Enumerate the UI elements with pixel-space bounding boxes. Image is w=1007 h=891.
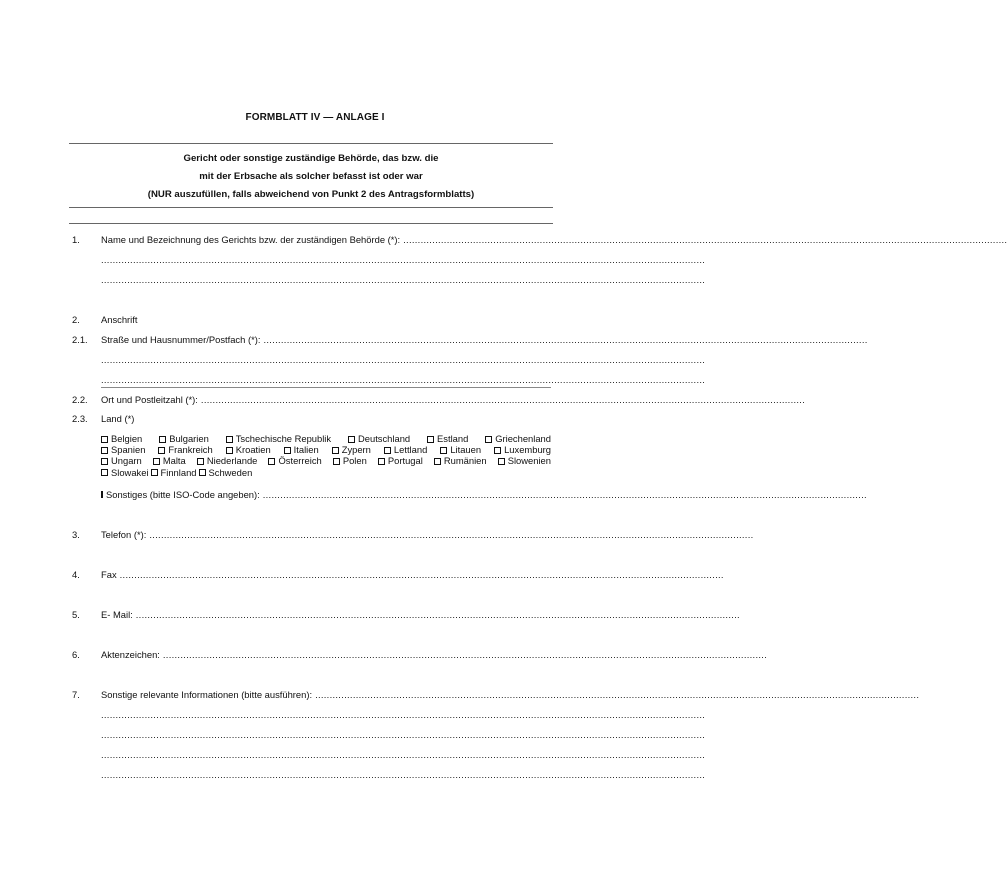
section-number-1: 1.: [72, 234, 80, 245]
checkbox-icon[interactable]: [151, 469, 158, 476]
country-line-1: [101, 433, 551, 444]
country-line-4: [101, 467, 551, 478]
checkbox-icon[interactable]: [332, 447, 339, 454]
other-country-input-line[interactable]: ................................................................................................................................................................................................................: [262, 489, 867, 500]
name-input-line-2[interactable]: ................................................................................................................................................................................................................: [101, 254, 706, 265]
country-option[interactable]: Litauen: [440, 444, 481, 455]
section-number-3: 3.: [72, 529, 80, 540]
checkbox-icon[interactable]: [101, 491, 103, 498]
other-info-input-line[interactable]: ................................................................................................................................................................................................................: [315, 689, 920, 700]
section-number-7: 7.: [72, 689, 80, 700]
country-option[interactable]: Lettland: [384, 444, 427, 455]
checkbox-icon[interactable]: [199, 469, 206, 476]
checkbox-icon[interactable]: [158, 447, 165, 454]
country-option[interactable]: Estland: [427, 433, 468, 444]
form-title: FORMBLATT IV — ANLAGE I: [245, 112, 385, 123]
checkbox-icon[interactable]: [101, 447, 108, 454]
checkbox-icon[interactable]: [348, 436, 355, 443]
country-option[interactable]: Luxemburg: [494, 444, 551, 455]
country-option[interactable]: Rumänien: [434, 455, 487, 466]
other-info-input-line-5[interactable]: ................................................................................................................................................................................................................: [101, 769, 706, 780]
section-number-5: 5.: [72, 609, 80, 620]
header-line-1: Gericht oder sonstige zuständige Behörde, das bzw. die: [183, 153, 439, 164]
checkbox-icon[interactable]: [268, 458, 275, 465]
country-option[interactable]: Bulgarien: [159, 433, 209, 444]
other-info-input-line-2[interactable]: ................................................................................................................................................................................................................: [101, 709, 706, 720]
country-label: Land (*): [101, 413, 135, 424]
city-input-line[interactable]: ................................................................................................................................................................................................................: [200, 394, 806, 405]
section-number-4: 4.: [72, 569, 80, 580]
section-number-2-1: 2.1.: [72, 334, 88, 345]
checkbox-icon[interactable]: [101, 458, 108, 465]
checkbox-icon[interactable]: [284, 447, 291, 454]
other-info-input-line-4[interactable]: ................................................................................................................................................................................................................: [101, 749, 706, 760]
country-option[interactable]: Ungarn: [101, 455, 142, 466]
header-line-2: mit der Erbsache als solcher befasst ist oder war: [199, 171, 423, 182]
address-heading: Anschrift: [101, 314, 138, 325]
country-option[interactable]: Griechenland: [485, 433, 551, 444]
other-info-input-line-3[interactable]: ................................................................................................................................................................................................................: [101, 729, 706, 740]
section-number-2: 2.: [72, 314, 80, 325]
country-option[interactable]: Slowenien: [498, 455, 551, 466]
section-number-2-3: 2.3.: [72, 413, 88, 424]
fax-input-line[interactable]: ................................................................................................................................................................................................................: [119, 569, 724, 580]
reference-label: Aktenzeichen:: [101, 649, 160, 660]
city-field[interactable]: [101, 394, 806, 405]
country-option[interactable]: Deutschland: [348, 433, 410, 444]
name-input-line-3[interactable]: ................................................................................................................................................................................................................: [101, 274, 706, 285]
checkbox-icon[interactable]: [434, 458, 441, 465]
email-input-line[interactable]: ................................................................................................................................................................................................................: [135, 609, 740, 620]
name-label: Name und Bezeichnung des Gerichts bzw. der zuständigen Behörde (*):: [101, 234, 401, 245]
name-field[interactable]: [101, 234, 1007, 245]
country-line-3: [101, 455, 551, 466]
section-number-6: 6.: [72, 649, 80, 660]
checkbox-icon[interactable]: [226, 436, 233, 443]
country-option[interactable]: Slowakei: [101, 467, 149, 478]
checkbox-icon[interactable]: [440, 447, 447, 454]
city-label: Ort und Postleitzahl (*):: [101, 394, 198, 405]
country-line-2: [101, 444, 551, 455]
email-label: E- Mail:: [101, 609, 133, 620]
checkbox-icon[interactable]: [498, 458, 505, 465]
street-input-line[interactable]: ................................................................................................................................................................................................................: [263, 334, 868, 345]
name-input-line[interactable]: ................................................................................................................................................................................................................: [403, 234, 1007, 245]
other-country-label: Sonstiges (bitte ISO-Code angeben):: [106, 489, 260, 500]
street-field[interactable]: [101, 334, 868, 345]
country-option[interactable]: Finnland: [151, 467, 197, 478]
phone-label: Telefon (*):: [101, 529, 147, 540]
checkbox-icon[interactable]: [101, 469, 108, 476]
reference-input-line[interactable]: ................................................................................................................................................................................................................: [162, 649, 768, 660]
street-label: Straße und Hausnummer/Postfach (*):: [101, 334, 261, 345]
checkbox-icon[interactable]: [384, 447, 391, 454]
country-checkbox-group: [101, 433, 551, 478]
country-option[interactable]: Belgien: [101, 433, 142, 444]
checkbox-icon[interactable]: [485, 436, 492, 443]
email-field[interactable]: [101, 609, 740, 620]
checkbox-icon[interactable]: [159, 436, 166, 443]
country-option[interactable]: Österreich: [268, 455, 321, 466]
phone-input-line[interactable]: ................................................................................................................................................................................................................: [149, 529, 754, 540]
checkbox-icon[interactable]: [226, 447, 233, 454]
section-number-2-2: 2.2.: [72, 394, 88, 405]
other-country-field[interactable]: [101, 489, 867, 500]
street-input-line-2[interactable]: ................................................................................................................................................................................................................: [101, 354, 706, 365]
street-underline: [101, 387, 551, 388]
country-option[interactable]: Spanien: [101, 444, 145, 455]
checkbox-icon[interactable]: [197, 458, 204, 465]
fax-label: Fax: [101, 569, 117, 580]
country-option[interactable]: Kroatien: [226, 444, 271, 455]
divider-top: [69, 143, 553, 144]
country-option[interactable]: Portugal: [378, 455, 423, 466]
country-option[interactable]: Tschechische Republik: [226, 433, 331, 444]
street-input-line-3[interactable]: ................................................................................................................................................................................................................: [101, 374, 706, 385]
fax-field[interactable]: [101, 569, 724, 580]
country-option[interactable]: Malta: [153, 455, 186, 466]
checkbox-icon[interactable]: [494, 447, 501, 454]
checkbox-icon[interactable]: [101, 436, 108, 443]
checkbox-icon[interactable]: [427, 436, 434, 443]
country-option[interactable]: Niederlande: [197, 455, 258, 466]
reference-field[interactable]: [101, 649, 768, 660]
country-option[interactable]: Frankreich: [158, 444, 212, 455]
country-option[interactable]: Polen: [333, 455, 367, 466]
country-option[interactable]: Zypern: [332, 444, 371, 455]
checkbox-icon[interactable]: [153, 458, 160, 465]
country-option[interactable]: Schweden: [199, 467, 253, 478]
other-info-label: Sonstige relevante Informationen (bitte ausführen):: [101, 689, 313, 700]
other-info-field[interactable]: [101, 689, 920, 700]
header-line-3: (NUR auszufüllen, falls abweichend von Punkt 2 des Antragsformblatts): [147, 189, 475, 200]
phone-field[interactable]: [101, 529, 754, 540]
divider-bottom: [69, 223, 553, 224]
checkbox-icon[interactable]: [333, 458, 340, 465]
divider-middle: [69, 207, 553, 208]
checkbox-icon[interactable]: [378, 458, 385, 465]
country-option[interactable]: Italien: [284, 444, 319, 455]
